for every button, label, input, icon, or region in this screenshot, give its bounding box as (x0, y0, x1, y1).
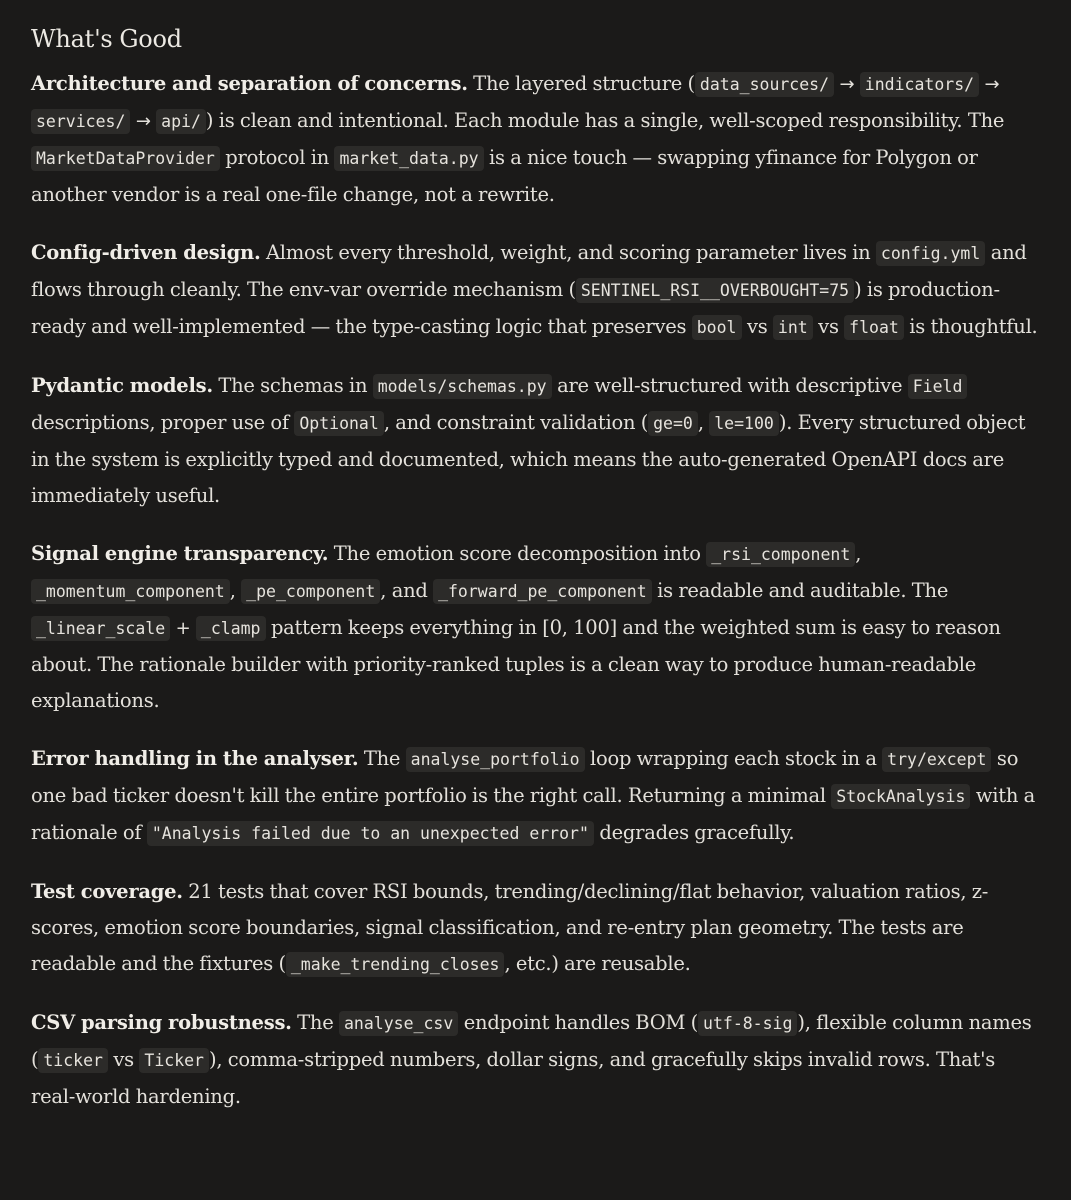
paragraph (31, 66, 1041, 213)
inline-code: services/ (31, 109, 130, 134)
paragraph-text: ) is clean and intentional. Each module has a single, well-scoped responsibility. The (205, 109, 1005, 132)
inline-code: _pe_component (241, 579, 380, 604)
inline-code: Field (908, 374, 968, 399)
inline-code: api/ (156, 109, 206, 134)
paragraph-text: , (697, 411, 710, 434)
inline-code: try/except (882, 747, 991, 772)
paragraph-text: The emotion score decomposition into (328, 542, 707, 565)
paragraph-text: protocol in (219, 146, 335, 169)
inline-code: models/schemas.py (373, 374, 552, 399)
inline-code: ge=0 (648, 411, 698, 436)
paragraph-lead: Pydantic models. (31, 374, 213, 397)
inline-code: bool (692, 315, 742, 340)
paragraph-text: ), comma-stripped numbers, dollar signs, and gracefully skips invalid rows. That's real-world hardening. (31, 1048, 995, 1108)
paragraph (31, 1005, 1041, 1115)
inline-code: utf-8-sig (698, 1011, 797, 1036)
inline-code: _rsi_component (706, 542, 855, 567)
paragraph-text: so one bad ticker doesn't kill the entire portfolio is the right call. Returning a minimal (31, 747, 1019, 807)
inline-code: Ticker (139, 1048, 209, 1073)
paragraph-text: pattern keeps everything in [0, 100] and the weighted sum is easy to reason about. The rationale builder with priority-ranked tuples is a clean way to produce human-readable explanations. (31, 616, 1001, 712)
plus-sign: + (175, 618, 191, 639)
paragraph-lead: Test coverage. (31, 880, 183, 903)
section-heading: What's Good (31, 25, 182, 53)
paragraph-text: , and (380, 579, 434, 602)
paragraph-text: endpoint handles BOM ( (458, 1011, 699, 1034)
inline-code: _make_trending_closes (286, 952, 505, 977)
inline-code: indicators/ (860, 72, 979, 97)
paragraph-lead: CSV parsing robustness. (31, 1011, 292, 1034)
paragraph-text: with a rationale of (31, 784, 1036, 844)
paragraph-text: is readable and auditable. The (651, 579, 949, 602)
paragraph (31, 368, 1041, 514)
inline-code: _momentum_component (31, 579, 230, 604)
inline-code: _forward_pe_component (433, 579, 652, 604)
paragraph (31, 741, 1041, 852)
inline-code: market_data.py (334, 146, 483, 171)
paragraph-lead: Error handling in the analyser. (31, 747, 359, 770)
inline-code: MarketDataProvider (31, 146, 220, 171)
inline-code: SENTINEL_RSI__OVERBOUGHT=75 (576, 278, 854, 303)
paragraph-text: descriptions, proper use of (31, 411, 295, 434)
paragraph-list (31, 66, 1041, 1115)
inline-code: int (773, 315, 813, 340)
paragraph-text: The layered structure ( (467, 72, 695, 95)
inline-code: _clamp (196, 616, 266, 641)
inline-code: data_sources/ (695, 72, 834, 97)
paragraph-text: and flows through cleanly. The env-var override mechanism ( (31, 241, 1027, 301)
inline-code: analyse_csv (339, 1011, 458, 1036)
paragraph-text: is a nice touch — swapping yfinance for Polygon or another vendor is a real one-file change, not a rewrite. (31, 146, 978, 206)
paragraph-text: Almost every threshold, weight, and scoring parameter lives in (260, 241, 876, 264)
paragraph-text: loop wrapping each stock in a (584, 747, 883, 770)
inline-code: _linear_scale (31, 616, 170, 641)
paragraph-text: is thoughtful. (903, 315, 1038, 338)
paragraph-text: ), flexible column names ( (31, 1011, 1032, 1071)
paragraph-lead: Config-driven design. (31, 241, 261, 264)
arrow-right-icon: → (135, 111, 151, 132)
paragraph-text: The schemas in (212, 374, 373, 397)
paragraph-text: , (229, 579, 242, 602)
paragraph-text: The (358, 747, 406, 770)
paragraph-text: ). Every structured object in the system is explicitly typed and documented, which means the auto-generated OpenAPI docs are immediately useful. (31, 411, 1026, 507)
paragraph-text: , and constraint validation ( (383, 411, 649, 434)
inline-code: config.yml (876, 241, 985, 266)
paragraph (31, 235, 1041, 346)
paragraph-text: vs (741, 315, 773, 338)
paragraph-text: , (855, 542, 862, 565)
paragraph-lead: Architecture and separation of concerns. (31, 72, 468, 95)
paragraph-text: vs (812, 315, 845, 338)
inline-code: float (844, 315, 904, 340)
paragraph-text: vs (107, 1048, 140, 1071)
paragraph-lead: Signal engine transparency. (31, 542, 329, 565)
inline-code: le=100 (709, 411, 779, 436)
paragraph-text: The (291, 1011, 339, 1034)
inline-code: "Analysis failed due to an unexpected error" (147, 821, 594, 846)
inline-code: StockAnalysis (831, 784, 970, 809)
paragraph-text (854, 72, 859, 95)
arrow-right-icon: → (984, 74, 1000, 95)
arrow-right-icon: → (839, 74, 855, 95)
inline-code: analyse_portfolio (406, 747, 585, 772)
paragraph (31, 874, 1041, 983)
inline-code: Optional (294, 411, 383, 436)
paragraph-text: degrades gracefully. (593, 821, 795, 844)
document-body (31, 20, 1041, 1137)
paragraph-text: 21 tests that cover RSI bounds, trending/declining/flat behavior, valuation ratios, z-scores, emotion score boundaries, signal classification, and re-entry plan geometry. The tests are readable and the fixtures ( (31, 880, 989, 975)
inline-code: ticker (38, 1048, 108, 1073)
paragraph (31, 536, 1041, 719)
paragraph-text: , etc.) are reusable. (504, 952, 691, 975)
paragraph-text: ) is production-ready and well-implemented — the type-casting logic that preserves (31, 278, 1000, 338)
paragraph-text: are well-structured with descriptive (551, 374, 908, 397)
